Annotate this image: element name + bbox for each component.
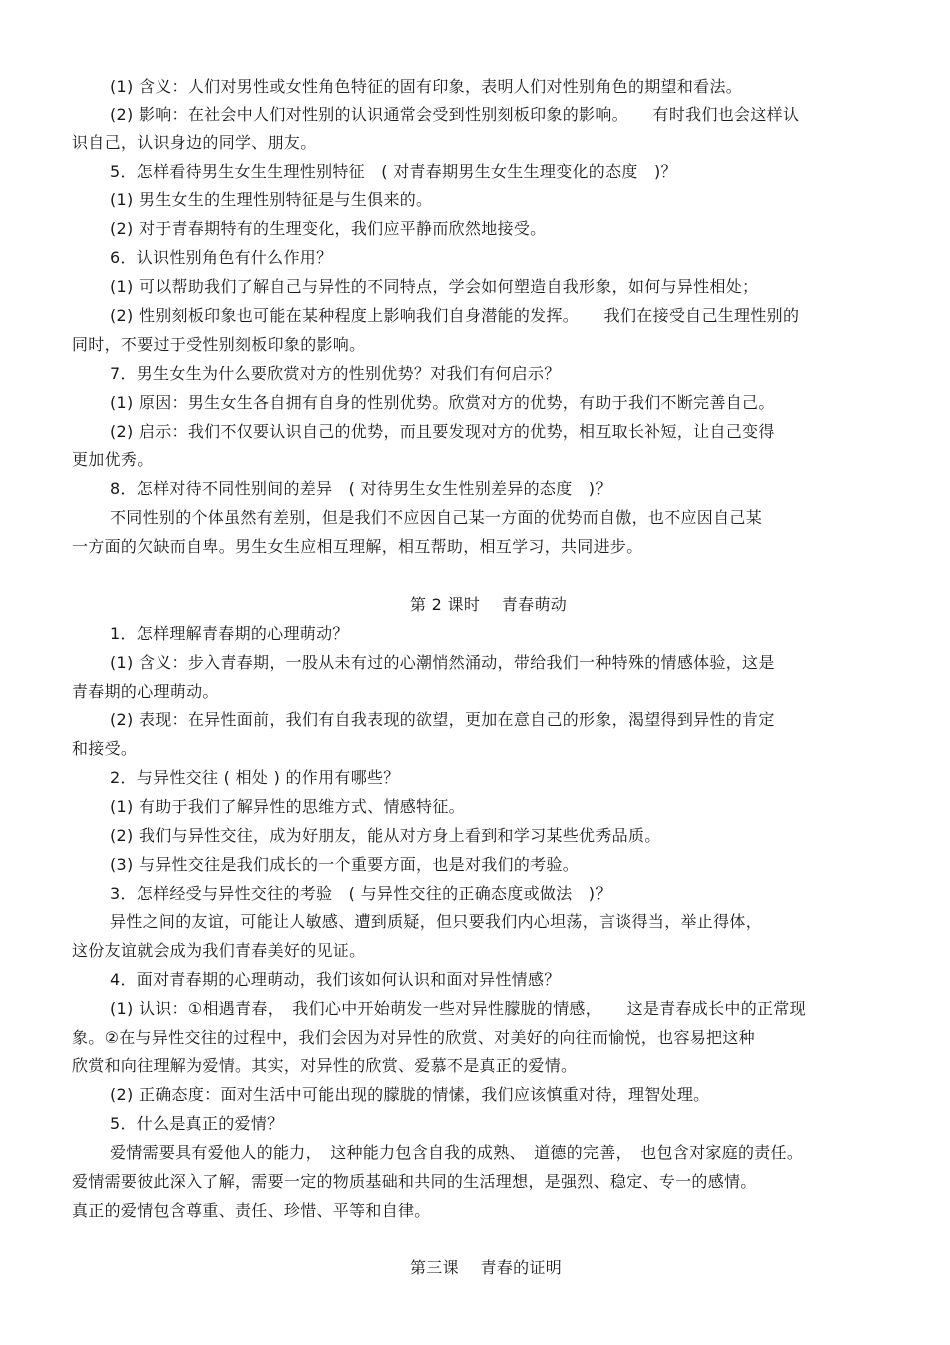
text-line: (2) 影响：在社会中人们对性别的认识通常会受到性别刻板印象的影响。 有时我们也会这样认 [110, 105, 800, 124]
question-heading: 5．怎样看待男生女生生理性别特征 ( 对青春期男生女生生理变化的态度 )？ [110, 162, 677, 181]
text-line: (1) 原因：男生女生各自拥有自身的性别优势。欣赏对方的优势，有助于我们不断完善自己。 [110, 393, 775, 412]
text-line: (1) 含义：步入青春期，一股从未有过的心潮悄然涌动，带给我们一种特殊的情感体验，这是 [110, 653, 775, 672]
question-heading: 2．与异性交往 ( 相处 ) 的作用有哪些？ [110, 768, 400, 787]
text-line: 真正的爱情包含尊重、责任、珍惜、平等和自律。 [72, 1201, 431, 1220]
text-line: (2) 正确态度：面对生活中可能出现的朦胧的情愫，我们应该慎重对待，理智处理。 [110, 1085, 710, 1104]
text-line: 不同性别的个体虽然有差别，但是我们不应因自己某一方面的优势而自傲，也不应因自己某 [110, 508, 763, 527]
lesson-title: 第 2 课时 青春萌动 [410, 595, 568, 614]
text-line: 欣赏和向往理解为爱情。其实，对异性的欣赏、爱慕不是真正的爱情。 [72, 1056, 578, 1075]
question-heading: 7．男生女生为什么要欣赏对方的性别优势？对我们有何启示？ [110, 364, 561, 383]
text-line: 更加优秀。 [72, 450, 154, 469]
text-line: (2) 启示：我们不仅要认识自己的优势，而且要发现对方的优势，相互取长补短，让自己变得 [110, 422, 775, 441]
text-line: 和接受。 [72, 739, 138, 758]
text-line: (2) 性别刻板印象也可能在某种程度上影响我们自身潜能的发挥。 我们在接受自己生理性别的 [110, 306, 800, 325]
text-line: (2) 对于青春期特有的生理变化，我们应平静而欣然地接受。 [110, 219, 547, 238]
question-heading: 4．面对青春期的心理萌动，我们该如何认识和面对异性情感？ [110, 970, 561, 989]
text-line: (1) 有助于我们了解异性的思维方式、情感特征。 [110, 797, 465, 816]
text-line: 异性之间的友谊，可能让人敏感、遭到质疑，但只要我们内心坦荡，言谈得当，举止得体， [110, 912, 763, 931]
text-line: 爱情需要具有爱他人的能力， 这种能力包含自我的成熟、 道德的完善， 也包含对家庭的责任。 [110, 1143, 804, 1162]
text-line: 青春期的心理萌动。 [72, 682, 219, 701]
question-heading: 1．怎样理解青春期的心理萌动？ [110, 624, 349, 643]
question-heading: 8．怎样对待不同性别间的差异 ( 对待男生女生性别差异的态度 )？ [110, 479, 612, 498]
text-line: 这份友谊就会成为我们青春美好的见证。 [72, 941, 366, 960]
text-line: (1) 含义：人们对男性或女性角色特征的固有印象，表明人们对性别角色的期望和看法。 [110, 77, 743, 96]
text-line: 象。②在与异性交往的过程中，我们会因为对异性的欣赏、对美好的向往而愉悦，也容易把这种 [72, 1028, 755, 1047]
text-line: (1) 认识：①相遇青春， 我们心中开始萌发一些对异性朦胧的情感， 这是青春成长中的正常现 [110, 999, 806, 1018]
text-line: (1) 男生女生的生理性别特征是与生俱来的。 [110, 190, 433, 209]
text-line: (2) 表现：在异性面前，我们有自我表现的欲望，更加在意自己的形象，渴望得到异性的肯定 [110, 710, 775, 729]
text-line: 同时，不要过于受性别刻板印象的影响。 [72, 335, 366, 354]
text-line: (3) 与异性交往是我们成长的一个重要方面，也是对我们的考验。 [110, 855, 580, 874]
text-line: 爱情需要彼此深入了解，需要一定的物质基础和共同的生活理想，是强烈、稳定、专一的感情。 [72, 1172, 757, 1191]
text-line: (2) 我们与异性交往，成为好朋友，能从对方身上看到和学习某些优秀品质。 [110, 826, 661, 845]
text-line: 识自己，认识身边的同学、朋友。 [72, 133, 317, 152]
text-line: (1) 可以帮助我们了解自己与异性的不同特点，学会如何塑造自我形象，如何与异性相处； [110, 277, 759, 296]
question-heading: 3．怎样经受与异性交往的考验 ( 与异性交往的正确态度或做法 )？ [110, 884, 612, 903]
text-line: 一方面的欠缺而自卑。男生女生应相互理解，相互帮助，相互学习，共同进步。 [72, 537, 643, 556]
lesson-title: 第三课 青春的证明 [410, 1258, 563, 1277]
question-heading: 5．什么是真正的爱情？ [110, 1114, 284, 1133]
question-heading: 6．认识性别角色有什么作用？ [110, 248, 333, 267]
